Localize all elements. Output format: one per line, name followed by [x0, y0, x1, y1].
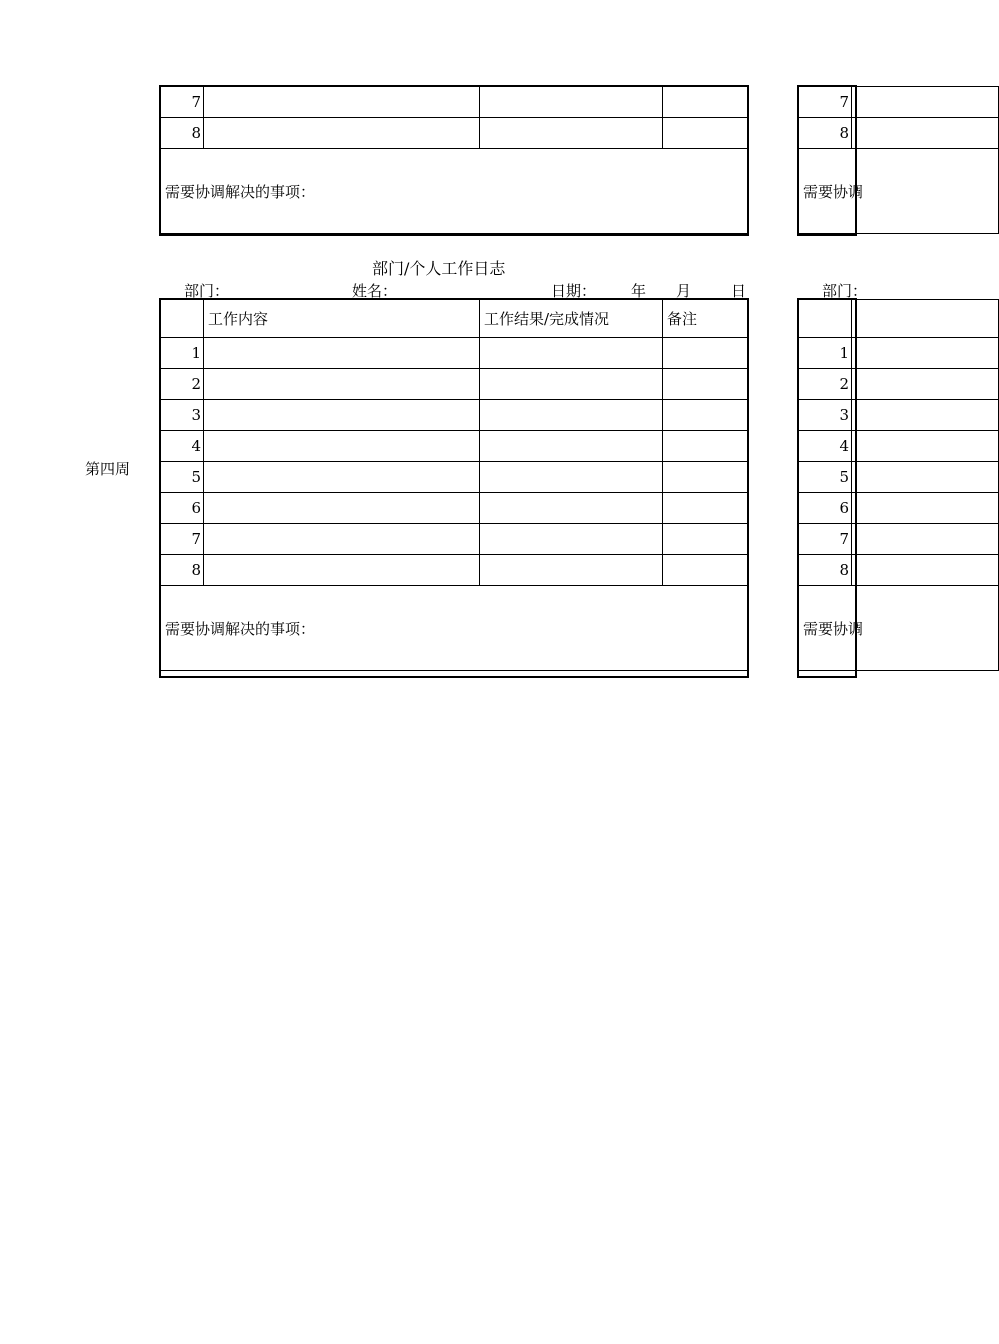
row-number: 5	[799, 462, 852, 493]
result-cell[interactable]	[480, 118, 663, 149]
row-number: 6	[799, 493, 852, 524]
coordination-note-label: 需要协调解决的事项：	[165, 619, 316, 638]
remark-cell[interactable]	[663, 87, 749, 118]
table-row	[161, 555, 749, 586]
header-row	[161, 300, 749, 338]
table-row	[799, 400, 999, 431]
result-cell[interactable]	[480, 524, 663, 555]
right-top-table	[798, 86, 999, 234]
content-cell[interactable]	[204, 555, 480, 586]
table-row	[161, 87, 749, 118]
note-row	[161, 149, 749, 234]
content-cell[interactable]	[852, 493, 999, 524]
content-cell[interactable]	[204, 524, 480, 555]
result-cell[interactable]	[480, 555, 663, 586]
remark-cell[interactable]	[663, 118, 749, 149]
result-cell[interactable]	[480, 87, 663, 118]
right-partial-main	[797, 298, 864, 678]
header-result: 工作结果/完成情况	[480, 300, 663, 338]
note-row	[799, 586, 999, 671]
content-cell[interactable]	[852, 431, 999, 462]
row-number: 7	[799, 87, 852, 118]
top-table	[160, 86, 749, 234]
right-partial-top	[797, 85, 864, 236]
table-row	[799, 493, 999, 524]
result-cell[interactable]	[480, 462, 663, 493]
remark-cell[interactable]	[663, 524, 749, 555]
content-cell[interactable]	[852, 87, 999, 118]
remark-cell[interactable]	[663, 493, 749, 524]
table-row	[799, 462, 999, 493]
content-cell[interactable]	[852, 462, 999, 493]
content-cell[interactable]	[204, 400, 480, 431]
day-label: 日	[731, 282, 747, 300]
row-number: 8	[161, 118, 204, 149]
content-cell[interactable]	[204, 338, 480, 369]
page-title: 部门/个人工作日志	[372, 259, 506, 278]
month-label: 月	[676, 282, 692, 300]
table-row	[161, 400, 749, 431]
row-number: 2	[799, 369, 852, 400]
right-dept-label: 部门：	[822, 282, 868, 300]
table-row	[799, 431, 999, 462]
result-cell[interactable]	[480, 493, 663, 524]
result-cell[interactable]	[480, 338, 663, 369]
result-cell[interactable]	[480, 400, 663, 431]
note-row	[161, 586, 749, 671]
row-number: 1	[161, 338, 204, 369]
row-number: 8	[799, 118, 852, 149]
result-cell[interactable]	[480, 369, 663, 400]
content-cell[interactable]	[852, 369, 999, 400]
row-number: 7	[799, 524, 852, 555]
row-number: 6	[161, 493, 204, 524]
content-cell[interactable]	[852, 338, 999, 369]
remark-cell[interactable]	[663, 462, 749, 493]
row-number: 3	[799, 400, 852, 431]
remark-cell[interactable]	[663, 400, 749, 431]
remark-cell[interactable]	[663, 555, 749, 586]
row-number: 7	[161, 524, 204, 555]
header-remark: 备注	[663, 300, 749, 338]
content-cell[interactable]	[852, 555, 999, 586]
dept-label: 部门：	[184, 282, 230, 300]
row-number: 8	[799, 555, 852, 586]
row-number: 1	[799, 338, 852, 369]
coordination-note-cell[interactable]	[799, 586, 999, 671]
table-row	[799, 524, 999, 555]
date-label: 日期：	[551, 282, 597, 300]
year-label: 年	[631, 282, 647, 300]
remark-cell[interactable]	[663, 338, 749, 369]
content-cell[interactable]	[852, 524, 999, 555]
content-cell[interactable]	[852, 400, 999, 431]
table-row	[799, 369, 999, 400]
table-row	[799, 118, 999, 149]
table-row	[161, 369, 749, 400]
row-number: 4	[799, 431, 852, 462]
coordination-note-label: 需要协调	[803, 182, 864, 201]
row-number: 8	[161, 555, 204, 586]
content-cell[interactable]	[204, 87, 480, 118]
content-cell[interactable]	[204, 118, 480, 149]
coordination-note-cell[interactable]	[161, 149, 749, 234]
coordination-note-label: 需要协调	[803, 619, 864, 638]
coordination-note-cell[interactable]	[799, 149, 999, 234]
table-row	[799, 555, 999, 586]
row-number: 4	[161, 431, 204, 462]
table-row	[799, 87, 999, 118]
table-row	[161, 524, 749, 555]
name-label: 姓名：	[352, 282, 398, 300]
coordination-note-label: 需要协调解决的事项：	[165, 182, 316, 201]
header-content	[852, 300, 999, 338]
table-row	[161, 462, 749, 493]
content-cell[interactable]	[204, 369, 480, 400]
header-row	[799, 300, 999, 338]
table-row	[161, 493, 749, 524]
content-cell[interactable]	[204, 493, 480, 524]
note-row	[799, 149, 999, 234]
content-cell[interactable]	[204, 462, 480, 493]
log-table	[160, 299, 749, 671]
remark-cell[interactable]	[663, 369, 749, 400]
content-cell[interactable]	[204, 431, 480, 462]
table-row	[161, 338, 749, 369]
right-log-table	[798, 299, 999, 671]
header-content: 工作内容	[204, 300, 480, 338]
content-cell[interactable]	[852, 118, 999, 149]
row-number: 3	[161, 400, 204, 431]
remark-cell[interactable]	[663, 431, 749, 462]
result-cell[interactable]	[480, 431, 663, 462]
week-label: 第四周	[85, 460, 131, 478]
row-number: 7	[161, 87, 204, 118]
table-row	[161, 431, 749, 462]
row-number: 5	[161, 462, 204, 493]
coordination-note-cell[interactable]	[161, 586, 749, 671]
row-number: 2	[161, 369, 204, 400]
header-index-cell	[799, 300, 852, 338]
header-index-cell	[161, 300, 204, 338]
table-row	[161, 118, 749, 149]
table-row	[799, 338, 999, 369]
